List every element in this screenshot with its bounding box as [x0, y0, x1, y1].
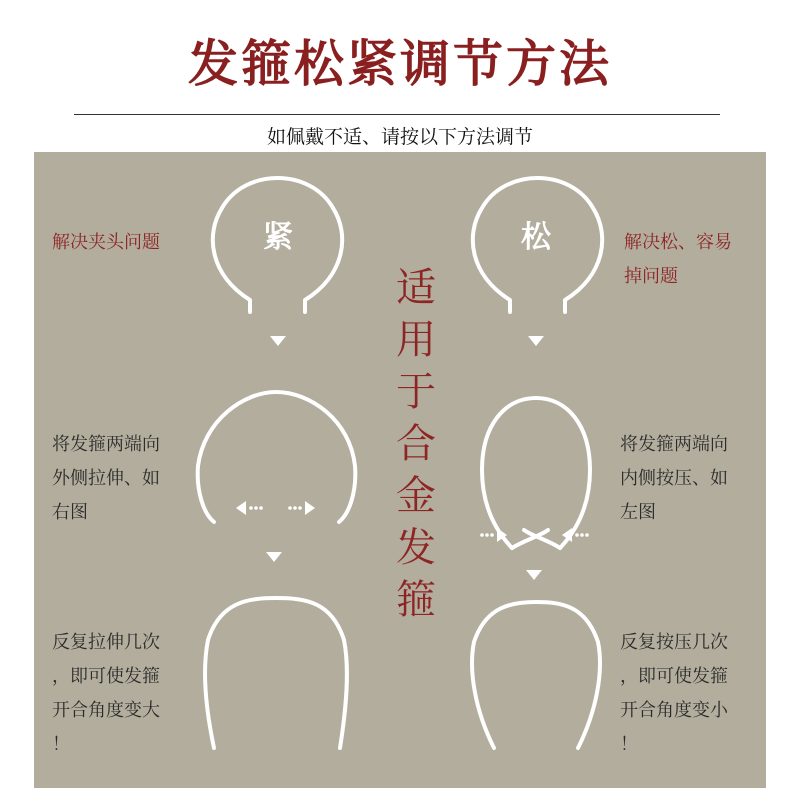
loose-label: 松 [521, 220, 551, 255]
arrow-down-icon [266, 552, 282, 562]
right-step1-text: 将发箍两端向 内侧按压、如 左图 [620, 434, 728, 523]
right-step2-text: 反复按压几次 ，即可使发箍 开合角度变小 ！ [620, 632, 728, 755]
headband-opened-outline [205, 598, 347, 748]
arrow-left-dotted-icon [236, 501, 263, 515]
headband-closed-outline [472, 602, 600, 748]
right-problem-text: 解决松、容易 掉问题 [624, 232, 732, 287]
arrow-right-dotted-icon [288, 501, 315, 515]
page-title: 发箍松紧调节方法 [188, 34, 612, 93]
left-problem-text: 解决夹头问题 [52, 232, 160, 253]
tight-label: 紧 [263, 220, 293, 255]
arrow-down-icon [526, 570, 542, 580]
headband-stretched-outline [198, 392, 356, 522]
page-subtitle: 如佩戴不适、请按以下方法调节 [266, 126, 533, 148]
left-step2-text: 反复拉伸几次 ，即可使发箍 开合角度变大 ！ [52, 632, 160, 755]
center-vertical-text: 适 用 于 合 金 发 箍 [396, 265, 436, 623]
left-step1-text: 将发箍两端向 外侧拉伸、如 右图 [52, 434, 160, 523]
arrow-down-icon [270, 336, 286, 346]
arrow-down-icon [528, 336, 544, 346]
headband-pressed-outline [482, 398, 590, 548]
